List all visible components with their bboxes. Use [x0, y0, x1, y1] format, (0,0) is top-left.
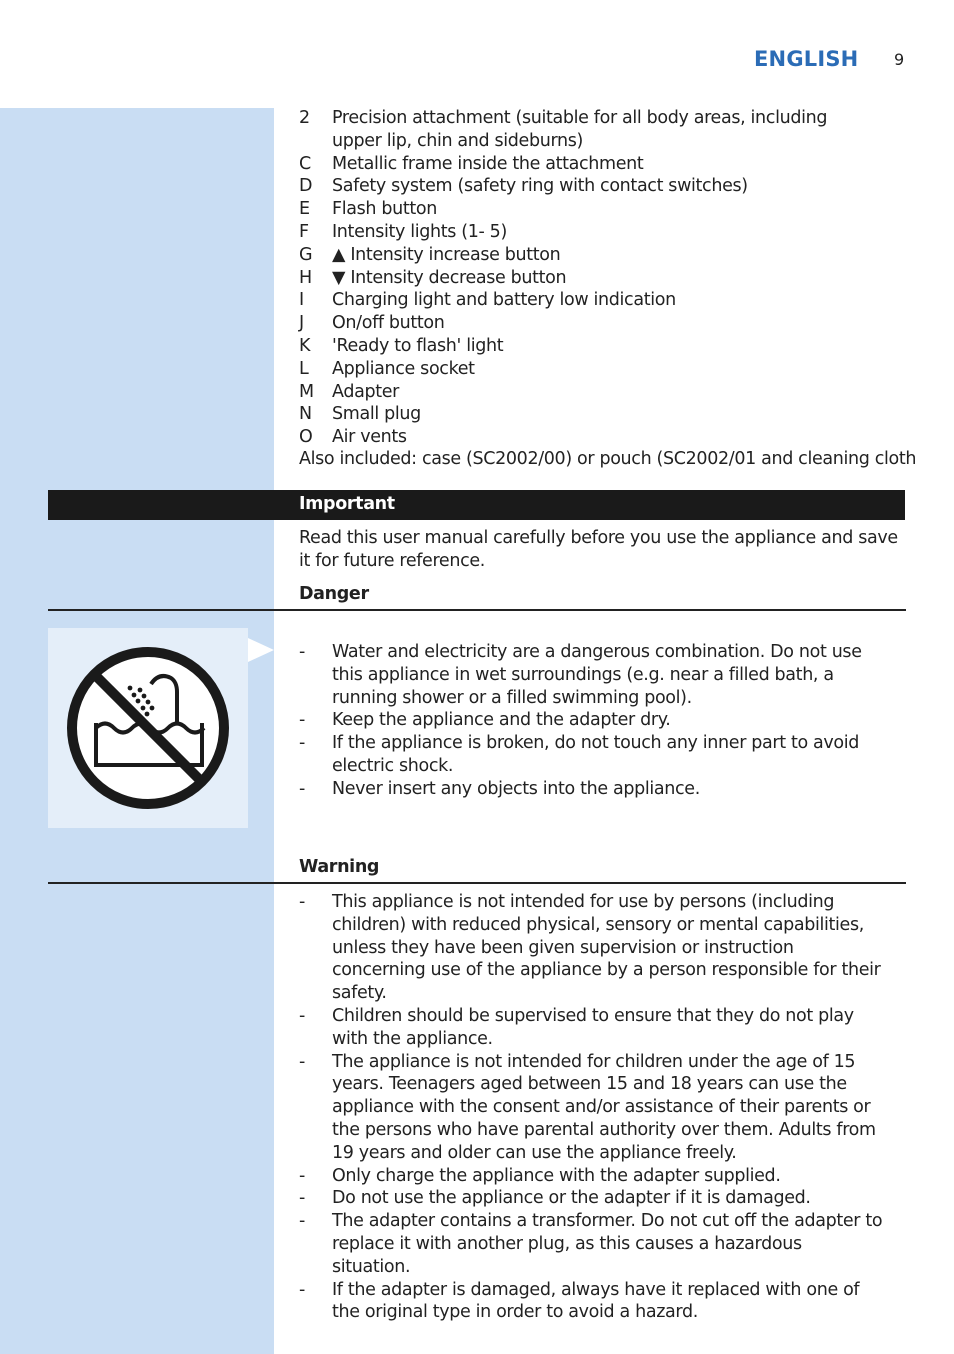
item-label: H [299, 267, 312, 288]
bullet-dash: - [299, 1279, 305, 1300]
page-number: 9 [894, 50, 904, 69]
bullet-dash: - [299, 1005, 305, 1026]
list-item [299, 1187, 884, 1210]
list-item [299, 381, 879, 404]
item-label: D [299, 176, 313, 197]
list-item [299, 403, 879, 426]
item-text: If the adapter is damaged, always have it replaced with one of the original type in order to avoid a hazard. [332, 1279, 860, 1323]
bullet-dash: - [299, 1165, 305, 1186]
item-label: F [299, 221, 309, 242]
list-item [299, 244, 879, 267]
item-label: G [299, 244, 313, 265]
list-item [299, 267, 879, 290]
item-text: Flash button [332, 199, 437, 220]
item-label: C [299, 153, 311, 174]
bullet-dash: - [299, 892, 305, 912]
list-item [299, 1279, 884, 1325]
no-water-shower-icon [48, 628, 248, 828]
list-item [299, 335, 879, 358]
item-text: Only charge the appliance with the adapter supplied. [332, 1165, 781, 1186]
item-text: Small plug [332, 404, 421, 425]
item-text: The adapter contains a transformer. Do not cut off the adapter to replace it with another plug, as this causes a hazardous situation. [332, 1211, 883, 1277]
item-text: Water and electricity are a dangerous combination. Do not use this appliance in wet surroundings (e.g. near a filled bath, a running shower or a filled swimming pool). [332, 642, 862, 708]
item-label: J [299, 313, 304, 334]
list-item [299, 732, 879, 778]
item-text: Adapter [332, 381, 399, 402]
parts-list [299, 107, 879, 449]
item-label: I [299, 290, 304, 311]
list-item [299, 289, 879, 312]
item-text: Keep the appliance and the adapter dry. [332, 710, 671, 731]
also-included-text: Also included: case (SC2002/00) or pouch (SC2002/01 and cleaning cloth [299, 449, 917, 469]
bullet-dash: - [299, 710, 305, 731]
item-label: N [299, 404, 312, 425]
warning-title: Warning [299, 857, 380, 877]
item-text: Air vents [332, 427, 407, 448]
list-item [299, 198, 879, 221]
list-item [299, 1210, 884, 1278]
item-text: Appliance socket [332, 358, 475, 379]
list-item [299, 426, 879, 449]
danger-icon-panel [48, 628, 248, 828]
bullet-dash: - [299, 642, 305, 662]
item-text: The appliance is not intended for children under the age of 15 years. Teenagers aged between 15 and 18 years can use the appliance with the consent and/or assistance of their parents or the persons who have parental authority over them. Adults from 19 years and older can use the appliance freely. [332, 1051, 876, 1163]
important-intro: Read this user manual carefully before you use the appliance and save it for future reference. [299, 528, 898, 571]
list-item [299, 1005, 884, 1051]
list-item [299, 709, 879, 732]
item-label: K [299, 335, 311, 356]
item-label: 2 [299, 108, 310, 128]
item-text: Never insert any objects into the appliance. [332, 778, 700, 799]
list-item [299, 1051, 884, 1165]
item-text: ▼ Intensity decrease button [332, 267, 567, 288]
list-item [299, 778, 879, 801]
item-text: ▲ Intensity increase button [332, 244, 561, 265]
list-item [299, 1165, 884, 1188]
warning-list [299, 891, 884, 1324]
icon-pointer-arrow [248, 638, 274, 662]
list-item [299, 107, 879, 153]
item-text: Charging light and battery low indication [332, 290, 676, 311]
item-label: O [299, 427, 313, 448]
item-text: Precision attachment (suitable for all body areas, including upper lip, chin and sideburns) [332, 108, 828, 151]
bullet-dash: - [299, 1051, 305, 1072]
item-text: If the appliance is broken, do not touch any inner part to avoid electric shock. [332, 733, 860, 776]
list-item [299, 891, 884, 1005]
important-title: Important [299, 494, 395, 514]
item-text: 'Ready to flash' light [332, 335, 504, 356]
list-item [299, 358, 879, 381]
item-text: Intensity lights (1- 5) [332, 221, 507, 242]
item-text: This appliance is not intended for use by persons (including children) with reduced physical, sensory or mental capabilities, unless they have been given supervision or instruction concerning use of the appliance by a person responsible for their safety. [332, 892, 881, 1004]
danger-rule [48, 609, 906, 611]
list-item [299, 221, 879, 244]
item-text: On/off button [332, 313, 445, 334]
list-item [299, 153, 879, 176]
language-header: ENGLISH [754, 47, 859, 71]
item-label: L [299, 358, 309, 379]
bullet-dash: - [299, 1188, 305, 1209]
warning-rule [48, 882, 906, 884]
item-label: E [299, 199, 310, 220]
list-item [299, 175, 879, 198]
important-section-header [48, 490, 905, 520]
bullet-dash: - [299, 1211, 305, 1232]
list-item [299, 312, 879, 335]
bullet-dash: - [299, 778, 305, 799]
item-text: Children should be supervised to ensure that they do not play with the appliance. [332, 1005, 854, 1049]
item-text: Do not use the appliance or the adapter if it is damaged. [332, 1188, 811, 1209]
item-text: Safety system (safety ring with contact switches) [332, 176, 748, 197]
danger-title: Danger [299, 584, 369, 604]
danger-list [299, 641, 879, 801]
item-text: Metallic frame inside the attachment [332, 153, 644, 174]
list-item [299, 641, 879, 709]
item-label: M [299, 381, 314, 402]
bullet-dash: - [299, 733, 305, 754]
